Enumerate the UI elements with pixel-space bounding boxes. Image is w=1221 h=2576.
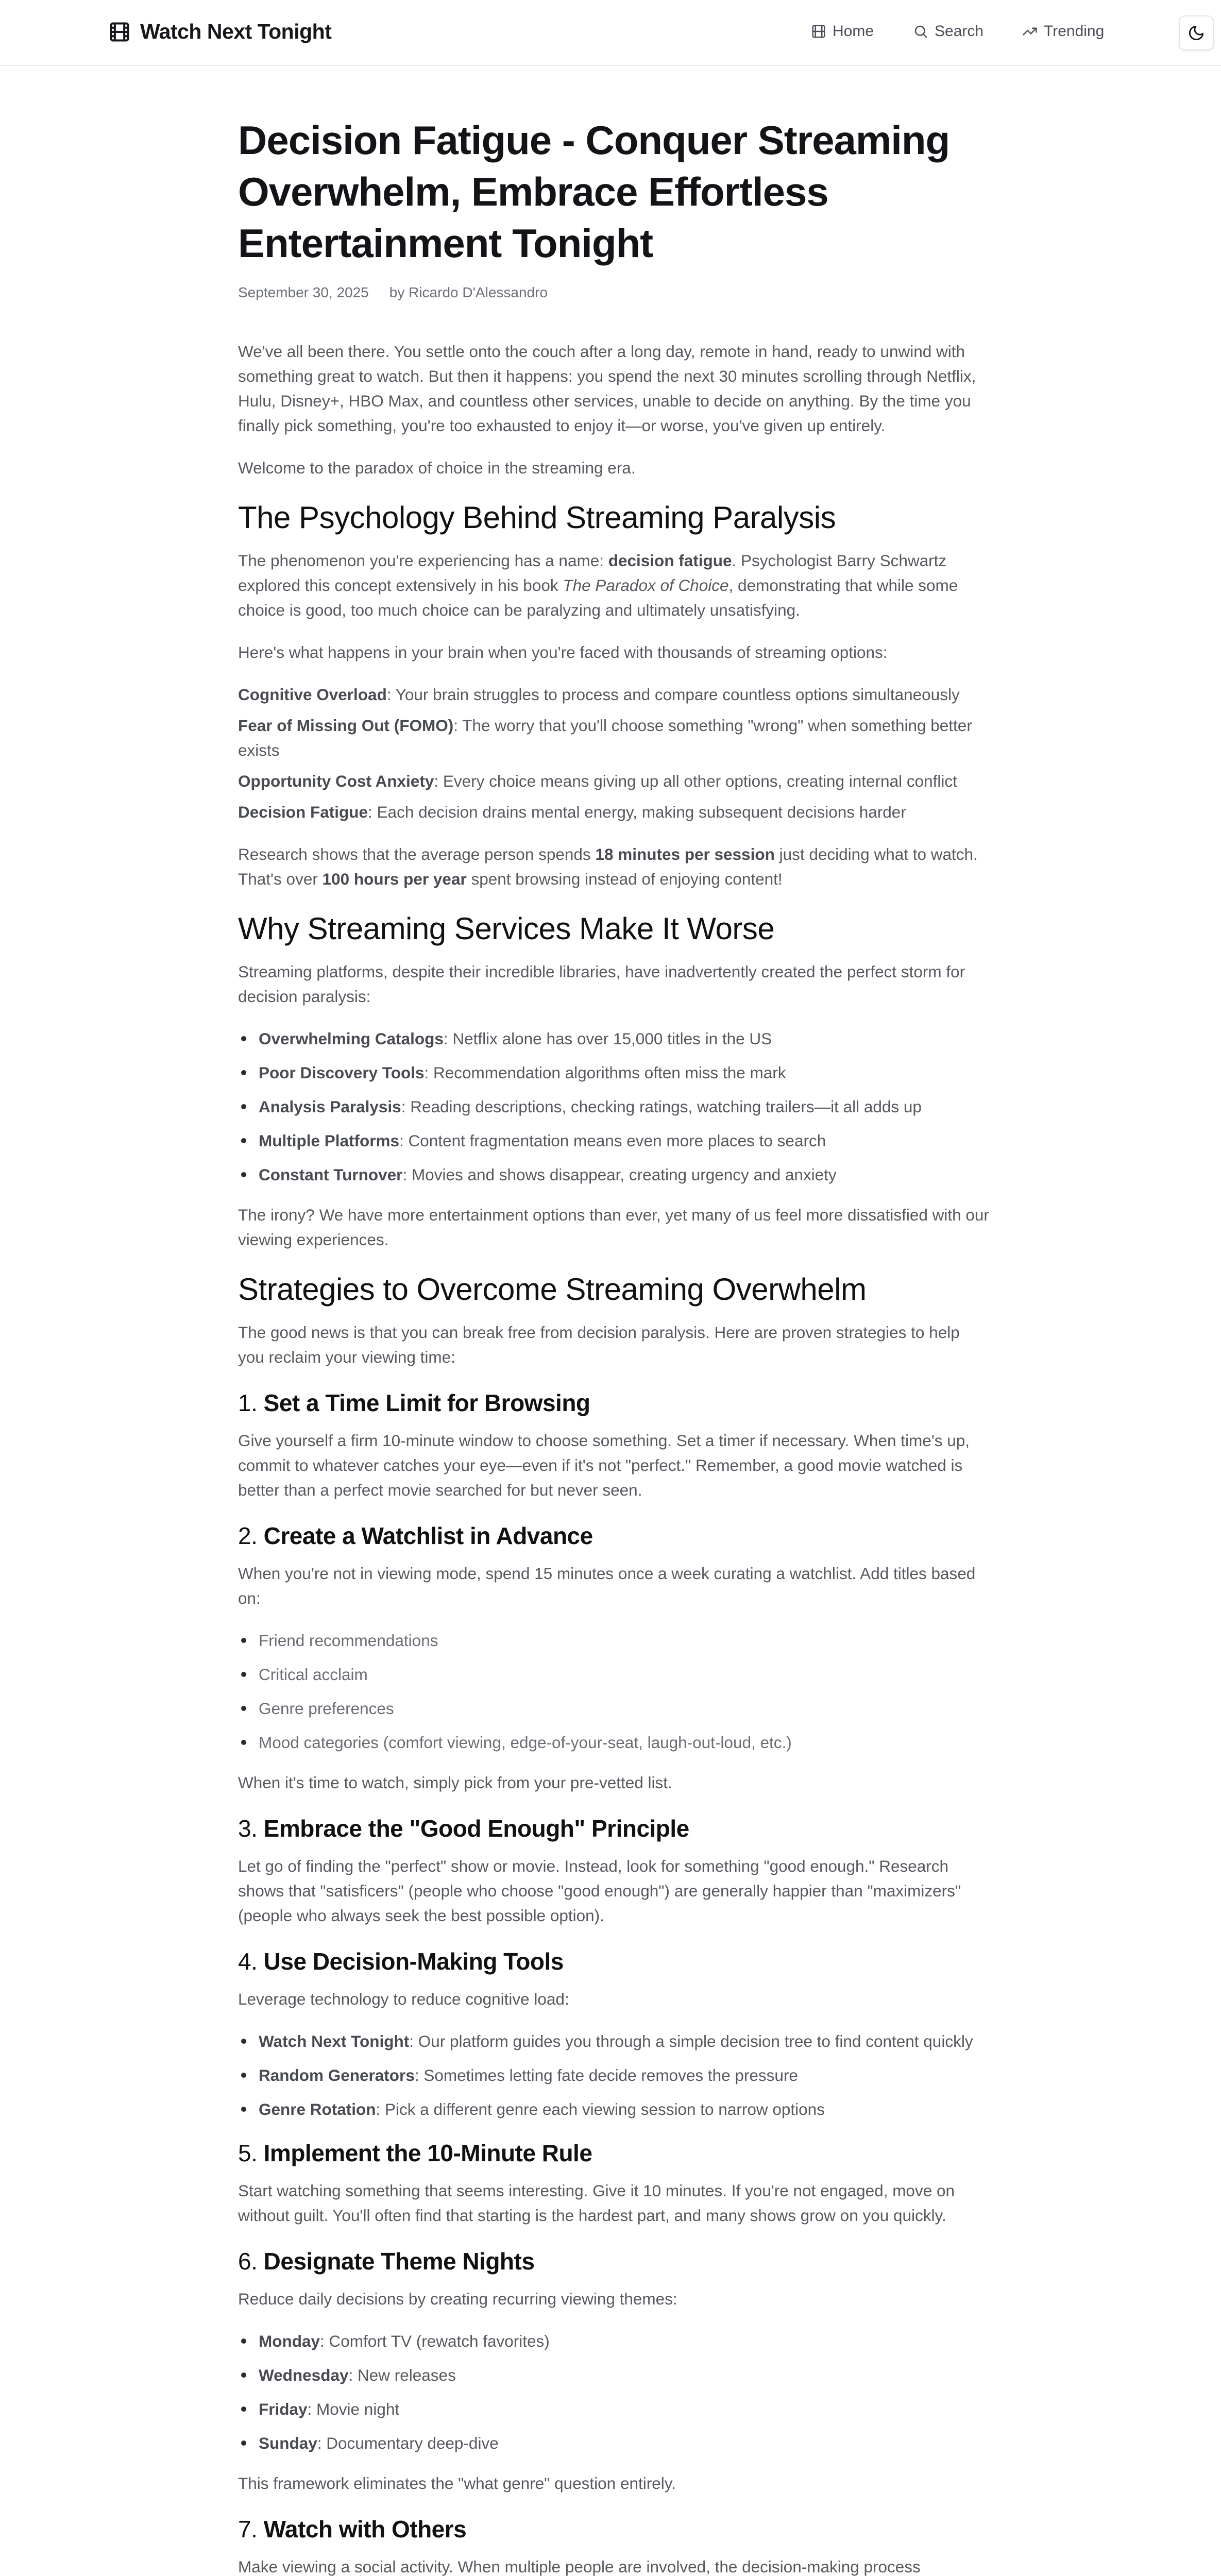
paragraph: When it's time to watch, simply pick from your pre-vetted list.	[238, 1773, 672, 1792]
theme-toggle-button[interactable]	[1179, 15, 1214, 50]
paragraph: Give yourself a firm 10-minute window to choose something. Set a timer if necessary. When time's up, commit to whatever catches your eye—even if it's not "perfect." Remember, a good movie watched is better than a perfect movie searched for but never seen.	[238, 1431, 970, 1499]
list-item: Random Generators: Sometimes letting fate decide removes the pressure	[238, 2063, 990, 2088]
brand-title: Watch Next Tonight	[140, 20, 332, 43]
nav-search-link[interactable]	[913, 23, 983, 40]
strategy-heading: 6. Designate Theme Nights	[238, 2248, 535, 2275]
section-heading: The Psychology Behind Streaming Paralysis	[238, 500, 836, 535]
paragraph: Streaming platforms, despite their incredible libraries, have inadvertently created the perfect storm for decision paralysis:	[238, 962, 965, 1006]
nav-home-label: Home	[833, 23, 874, 40]
strategy-heading: 7. Watch with Others	[238, 2516, 467, 2543]
list-item: Friday: Movie night	[238, 2397, 990, 2421]
bullet-list	[238, 1026, 990, 1187]
strategy-heading: 2. Create a Watchlist in Advance	[238, 1522, 593, 1549]
list-item: Constant Turnover: Movies and shows disappear, creating urgency and anxiety	[238, 1162, 990, 1187]
strategy-heading: 5. Implement the 10-Minute Rule	[238, 2140, 592, 2166]
list-item: Genre Rotation: Pick a different genre each viewing session to narrow options	[238, 2097, 990, 2122]
article-title: Decision Fatigue - Conquer Streaming Overwhelm, Embrace Effortless Entertainment Tonight	[238, 117, 950, 266]
list-item: Multiple Platforms: Content fragmentation means even more places to search	[238, 1128, 990, 1153]
article-body	[238, 339, 990, 2576]
top-navigation-bar	[0, 0, 1221, 66]
list-item: Monday: Comfort TV (rewatch favorites)	[238, 2329, 990, 2353]
list-item: Critical acclaim	[238, 1662, 990, 1687]
list-item: Wednesday: New releases	[238, 2363, 990, 2387]
paragraph: Research shows that the average person spends 18 minutes per session just deciding what to watch. That's over 100 hours per year spent browsing instead of enjoying content!	[238, 845, 978, 888]
section-heading: Why Streaming Services Make It Worse	[238, 911, 775, 946]
definition-item: Fear of Missing Out (FOMO): The worry that you'll choose something "wrong" when something better exists	[238, 716, 972, 759]
paragraph: Start watching something that seems interesting. Give it 10 minutes. If you're not engaged, move on without guilt. You'll often find that starting is the hardest part, and many shows grow on you quickly.	[238, 2181, 955, 2225]
definition-item: Decision Fatigue: Each decision drains mental energy, making subsequent decisions harder	[238, 803, 906, 821]
article-date: September 30, 2025	[238, 284, 369, 300]
search-icon	[913, 24, 928, 39]
definition-item: Cognitive Overload: Your brain struggles to process and compare countless options simultaneously	[238, 685, 960, 704]
definition-item: Opportunity Cost Anxiety: Every choice means giving up all other options, creating internal conflict	[238, 772, 957, 790]
strategy-heading: 1. Set a Time Limit for Browsing	[238, 1389, 590, 1416]
brand-link[interactable]	[108, 20, 331, 44]
strategy-heading: 4. Use Decision-Making Tools	[238, 1948, 564, 1975]
list-item: Analysis Paralysis: Reading descriptions, checking ratings, watching trailers—it all adds up	[238, 1094, 990, 1119]
paragraph: Reduce daily decisions by creating recurring viewing themes:	[238, 2290, 677, 2308]
film-icon	[108, 21, 131, 43]
article	[238, 114, 990, 2576]
trending-up-icon	[1022, 24, 1038, 39]
nav-home-link[interactable]	[811, 23, 874, 40]
article-meta	[238, 284, 990, 301]
intro-paragraph: Welcome to the paradox of choice in the streaming era.	[238, 459, 636, 477]
paragraph: The irony? We have more entertainment options than ever, yet many of us feel more dissatisfied with our viewing experiences.	[238, 1206, 989, 1249]
paragraph: The good news is that you can break free from decision paralysis. Here are proven strategies to help you reclaim your viewing time:	[238, 1323, 960, 1366]
intro-paragraph: We've all been there. You settle onto the couch after a long day, remote in hand, ready to unwind with something great to watch. But then it happens: you spend the next 30 minutes scrolling through Netflix, Hulu, Disney+, HBO Max, and countless other services, unable to decide on anything. By the time you finally pick something, you're too exhausted to enjoy it—or worse, you've given up entirely.	[238, 342, 976, 435]
bullet-list	[238, 2329, 990, 2455]
strategy-heading: 3. Embrace the "Good Enough" Principle	[238, 1815, 689, 1842]
list-item: Sunday: Documentary deep-dive	[238, 2431, 990, 2455]
list-item: Mood categories (comfort viewing, edge-of-your-seat, laugh-out-loud, etc.)	[238, 1730, 990, 1755]
moon-icon	[1188, 24, 1205, 42]
bullet-list	[238, 2029, 990, 2122]
nav-search-label: Search	[935, 23, 984, 40]
nav-trending-link[interactable]	[1022, 23, 1104, 40]
paragraph: Leverage technology to reduce cognitive load:	[238, 1990, 569, 2008]
nav-trending-label: Trending	[1044, 23, 1105, 40]
paragraph: Make viewing a social activity. When multiple people are involved, the decision-making process	[238, 2557, 921, 2576]
article-author: by Ricardo D'Alessandro	[389, 284, 548, 300]
paragraph: The phenomenon you're experiencing has a name: decision fatigue. Psychologist Barry Schwartz explored this concept extensively in his book The Paradox of Choice, demonstrating that while some choice is good, too much choice can be paralyzing and ultimately unsatisfying.	[238, 551, 958, 619]
paragraph: Let go of finding the "perfect" show or movie. Instead, look for something "good enough." Research shows that "satisficers" (people who choose "good enough") are generally happier than "maximizers" (people who always seek the best possible option).	[238, 1857, 961, 1925]
list-item: Genre preferences	[238, 1696, 990, 1721]
paragraph: When you're not in viewing mode, spend 15 minutes once a week curating a watchlist. Add titles based on:	[238, 1564, 976, 1607]
section-heading: Strategies to Overcome Streaming Overwhelm	[238, 1272, 867, 1307]
paragraph: Here's what happens in your brain when you're faced with thousands of streaming options:	[238, 643, 888, 662]
list-item: Poor Discovery Tools: Recommendation algorithms often miss the mark	[238, 1060, 990, 1085]
film-icon	[811, 24, 826, 39]
paragraph: This framework eliminates the "what genre" question entirely.	[238, 2474, 676, 2493]
bullet-list	[238, 1628, 990, 1755]
list-item: Overwhelming Catalogs: Netflix alone has over 15,000 titles in the US	[238, 1026, 990, 1051]
list-item: Friend recommendations	[238, 1628, 990, 1653]
list-item: Watch Next Tonight: Our platform guides you through a simple decision tree to find content quickly	[238, 2029, 990, 2054]
